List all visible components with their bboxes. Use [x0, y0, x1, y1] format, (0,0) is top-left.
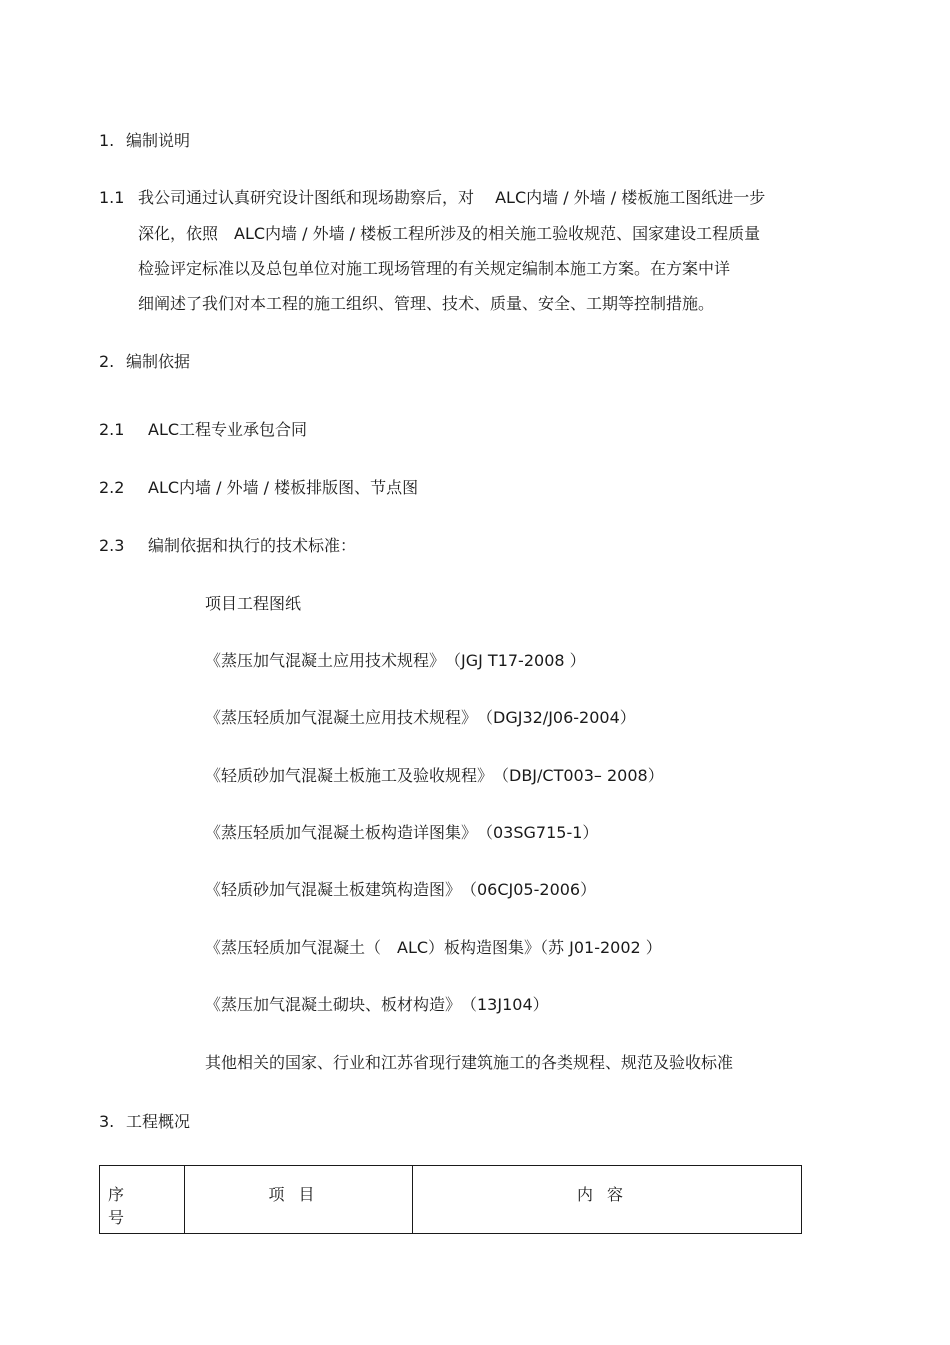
table-header-row	[100, 1166, 802, 1234]
project-overview-table	[99, 1165, 802, 1234]
standard-item: 《蒸压轻质加气混凝土板构造详图集》 （03SG715-1）	[205, 823, 599, 842]
standard-item: 其他相关的国家、行业和江苏省现行建筑施工的各类规程、规范及验收标准	[205, 1053, 734, 1072]
section-1-title: 编制说明	[126, 131, 191, 150]
section-1-number: 1.	[99, 131, 115, 150]
item-2-3-number: 2.3	[99, 536, 125, 555]
standard-item: 《蒸压轻质加气混凝土应用技术规程》 （DGJ32/J06-2004）	[205, 708, 636, 727]
item-2-1-text: ALC工程专业承包合同	[148, 420, 308, 439]
header-item: 项目	[185, 1166, 413, 1234]
item-2-2-text: ALC内墙 / 外墙 / 楼板排版图、节点图	[148, 478, 419, 497]
para-1-1-line: 细阐述了我们对本工程的施工组织、管理、技术、质量、安全、工期等控制措施。	[138, 294, 715, 313]
header-content: 内容	[413, 1166, 802, 1234]
standard-item: 《轻质砂加气混凝土板建筑构造图》 （06CJ05-2006）	[205, 880, 597, 899]
item-2-2-number: 2.2	[99, 478, 125, 497]
para-1-1-line: 我公司通过认真研究设计图纸和现场勘察后，对 ALC内墙 / 外墙 / 楼板施工图纸进一步	[138, 188, 766, 207]
standard-item: 《蒸压加气混凝土应用技术规程》 （JGJ T17-2008 ）	[205, 651, 586, 670]
standard-item: 《轻质砂加气混凝土板施工及验收规程》 （DBJ/CT003– 2008）	[205, 766, 664, 785]
standard-item: 《蒸压轻质加气混凝土（ ALC）板构造图集》（苏 J01-2002 ）	[205, 938, 662, 957]
standard-item: 《蒸压加气混凝土砌块、板材构造》 （13J104）	[205, 995, 549, 1014]
standard-item: 项目工程图纸	[205, 594, 302, 613]
para-1-1-number: 1.1	[99, 188, 125, 207]
section-3-number: 3.	[99, 1112, 115, 1131]
para-1-1-line: 深化，依照 ALC内墙 / 外墙 / 楼板工程所涉及的相关施工验收规范、国家建设工程质量	[138, 224, 761, 243]
header-serial-number: 序号	[100, 1166, 185, 1234]
item-2-1-number: 2.1	[99, 420, 125, 439]
item-2-3-text: 编制依据和执行的技术标准：	[148, 536, 357, 555]
section-2-number: 2.	[99, 352, 115, 371]
para-1-1-line: 检验评定标准以及总包单位对施工现场管理的有关规定编制本施工方案。在方案中详	[138, 259, 731, 278]
section-3-title: 工程概况	[126, 1112, 191, 1131]
section-2-title: 编制依据	[126, 352, 191, 371]
